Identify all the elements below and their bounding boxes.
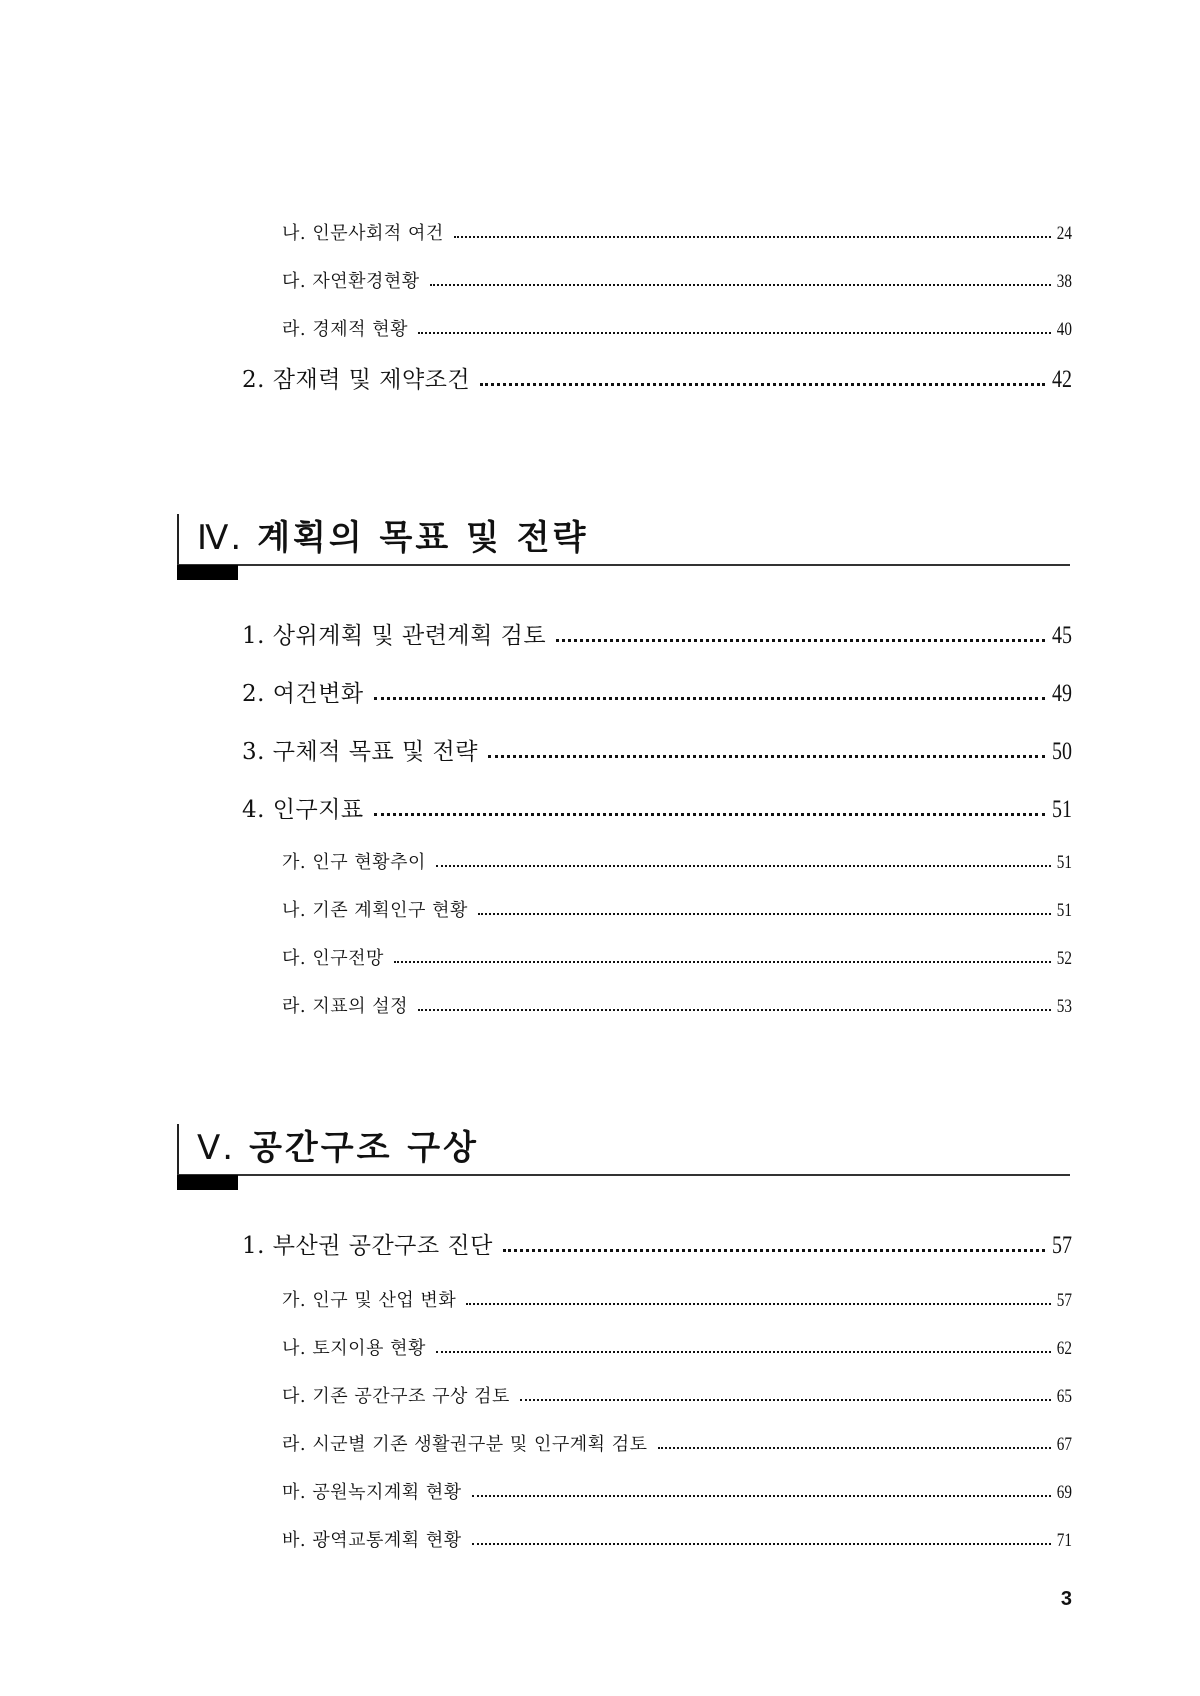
chapter-header-accent-bar [177,565,238,580]
dot-leader [472,1495,1051,1497]
dot-leader [466,1303,1051,1305]
chapter-title [197,1128,479,1168]
dot-leader [374,697,1045,700]
chapter-header-accent-bar [177,1175,238,1190]
toc-entry-page: 53 [1056,996,1072,1017]
toc-entry-page: 57 [1052,1232,1072,1259]
toc-entry-page: 49 [1052,680,1072,707]
dot-leader [503,1249,1045,1252]
toc-entry-label: 마. 공원녹지계획 현황 [282,1482,462,1503]
toc-entry-label: 라. 경제적 현황 [282,319,408,340]
toc-entry[interactable] [282,1430,1072,1456]
toc-entry-page: 69 [1056,1482,1072,1503]
toc-entry-page: 38 [1056,271,1072,292]
chapter-header-4[interactable] [177,514,1070,566]
toc-entry-page: 65 [1056,1386,1072,1407]
toc-entry[interactable] [282,992,1072,1018]
toc-entry-page: 51 [1052,796,1072,823]
toc-entry-page: 51 [1056,900,1072,921]
toc-entry-page: 50 [1052,738,1072,765]
toc-entry[interactable] [282,267,1072,293]
toc-entry[interactable] [282,1286,1072,1312]
dot-leader [472,1543,1051,1545]
toc-entry-label: 2. 여건변화 [242,681,364,707]
toc-entry-label: 1. 상위계획 및 관련계획 검토 [242,623,547,649]
toc-entry[interactable] [242,1227,1072,1259]
toc-entry[interactable] [282,1526,1072,1552]
dot-leader [436,1351,1051,1353]
toc-entry-label: 3. 구체적 목표 및 전략 [242,739,478,765]
toc-entry-label: 나. 토지이용 현황 [282,1338,426,1359]
toc-entry-label: 2. 잠재력 및 제약조건 [242,367,471,393]
toc-entry-page: 62 [1056,1338,1072,1359]
chapter-title [197,518,588,558]
toc-entry-label: 라. 시군별 기존 생활권구분 및 인구계획 검토 [282,1434,648,1455]
toc-entry[interactable] [242,791,1072,823]
dot-leader [556,639,1045,642]
toc-entry-label: 다. 기존 공간구조 구상 검토 [282,1386,510,1407]
dot-leader [454,236,1051,238]
dot-leader [488,755,1045,758]
toc-entry-page: 24 [1056,223,1072,244]
dot-leader [374,813,1045,816]
toc-entry[interactable] [282,944,1072,970]
toc-entry-page: 45 [1052,622,1072,649]
toc-entry[interactable] [282,1478,1072,1504]
toc-entry-page: 51 [1056,852,1072,873]
toc-entry[interactable] [242,617,1072,649]
toc-entry[interactable] [282,1334,1072,1360]
toc-entry[interactable] [282,848,1072,874]
toc-entry-page: 71 [1056,1530,1072,1551]
toc-entry-label: 가. 인구 및 산업 변화 [282,1290,457,1311]
toc-entry[interactable] [242,675,1072,707]
toc-entry[interactable] [242,733,1072,765]
toc-entry-label: 다. 자연환경현황 [282,271,420,292]
toc-entry-page: 67 [1056,1434,1072,1455]
page-number: 3 [1060,1588,1072,1610]
toc-entry-page: 52 [1056,948,1072,969]
chapter-numeral: Ⅳ. [197,518,244,558]
toc-entry-label: 가. 인구 현황추이 [282,852,426,873]
toc-entry-label: 바. 광역교통계획 현황 [282,1530,462,1551]
toc-entry-label: 나. 기존 계획인구 현황 [282,900,468,921]
toc-entry-page: 57 [1056,1290,1072,1311]
toc-entry[interactable] [282,896,1072,922]
toc-entry-label: 라. 지표의 설정 [282,996,408,1017]
chapter-header-5[interactable] [177,1124,1070,1176]
chapter-name: 공간구조 구상 [249,1128,479,1168]
dot-leader [478,913,1051,915]
toc-entry-page: 42 [1052,366,1072,393]
dot-leader [520,1399,1051,1401]
dot-leader [658,1447,1051,1449]
toc-entry-label: 나. 인문사회적 여건 [282,223,444,244]
toc-entry-label: 4. 인구지표 [242,797,364,823]
dot-leader [430,284,1051,286]
toc-entry[interactable] [282,1382,1072,1408]
toc-entry[interactable] [282,315,1072,341]
chapter-header-vertical-rule [177,514,179,566]
dot-leader [480,383,1045,386]
toc-entry[interactable] [242,361,1072,393]
toc-entry-label: 다. 인구전망 [282,948,384,969]
chapter-header-horizontal-rule [177,1174,1070,1176]
toc-entry[interactable] [282,219,1072,245]
chapter-name: 계획의 목표 및 전략 [257,518,589,558]
chapter-header-horizontal-rule [177,564,1070,566]
dot-leader [418,332,1051,334]
dot-leader [418,1009,1051,1011]
chapter-header-vertical-rule [177,1124,179,1176]
toc-entry-label: 1. 부산권 공간구조 진단 [242,1233,493,1259]
dot-leader [436,865,1051,867]
dot-leader [394,961,1051,963]
chapter-numeral: Ⅴ. [197,1128,236,1168]
toc-entry-page: 40 [1056,319,1072,340]
